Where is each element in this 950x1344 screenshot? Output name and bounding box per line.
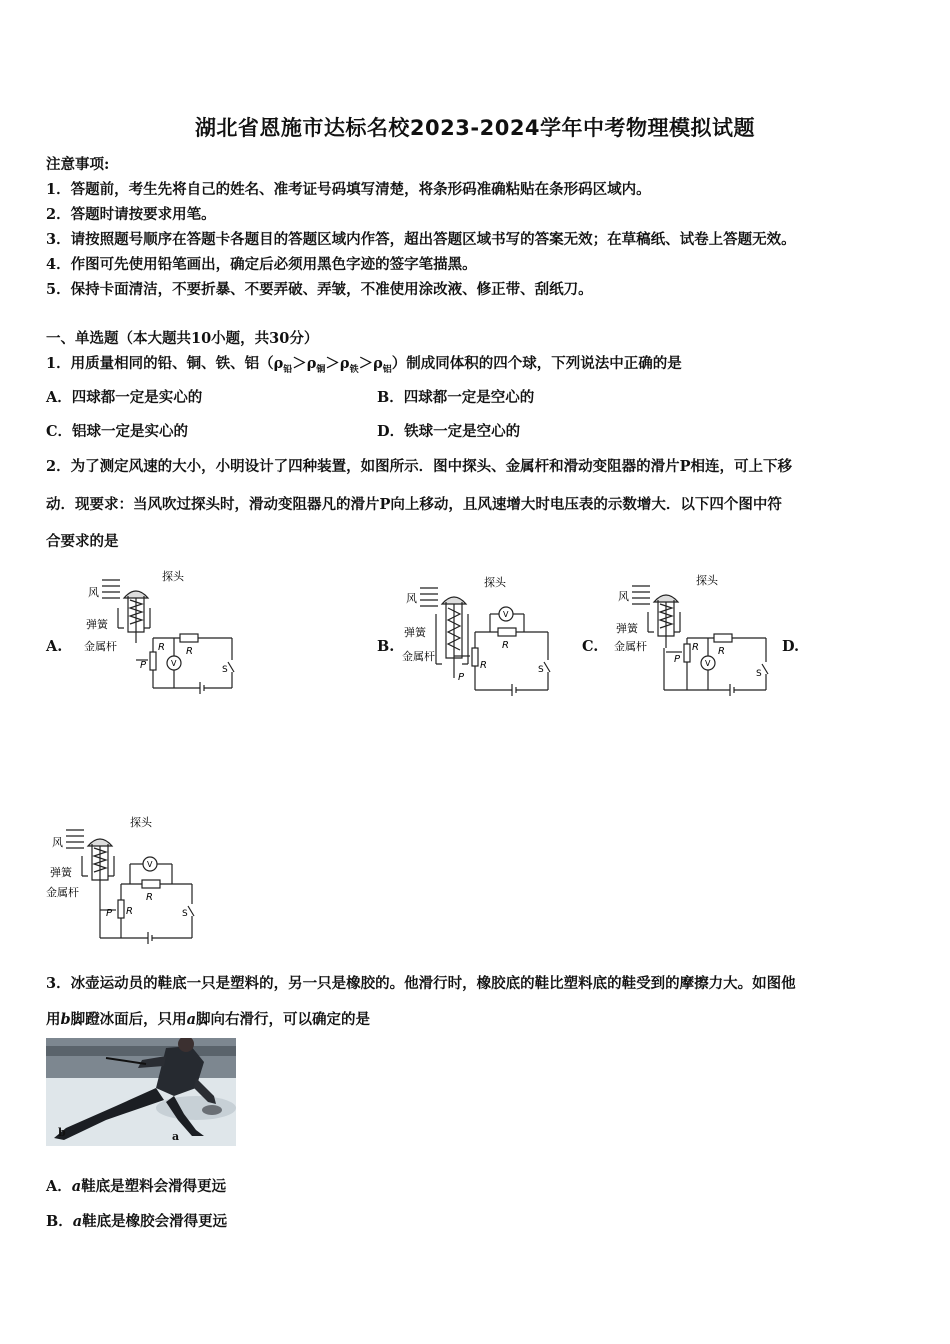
svg-text:P: P	[106, 908, 113, 919]
q1-option-d[interactable]: D．铁球一定是空心的	[377, 423, 521, 440]
svg-text:探头: 探头	[484, 576, 506, 589]
q3-option-b[interactable]: B．a鞋底是橡胶会滑得更远	[46, 1213, 228, 1230]
wind-arrows-icon	[420, 588, 438, 606]
svg-text:弹簧: 弹簧	[50, 866, 72, 879]
svg-text:R: R	[502, 640, 509, 651]
q2-figure-b	[402, 568, 562, 704]
svg-text:金属杆: 金属杆	[46, 886, 79, 899]
svg-text:金属杆: 金属杆	[84, 640, 117, 653]
svg-text:金属杆: 金属杆	[402, 650, 435, 663]
question-2-line: 2．为了测定风速的大小，小明设计了四种装置，如图所示．图中探头、金属杆和滑动变阻器的滑片P相连，可上下移	[46, 458, 792, 475]
svg-text:S: S	[222, 665, 228, 675]
q1-option-c[interactable]: C．铝球一定是实心的	[46, 423, 189, 440]
question-2-line: 动．现要求：当风吹过探头时，滑动变阻器凡的滑片P向上移动，且风速增大时电压表的示数增大．以下四个图中符	[46, 496, 782, 513]
resistor-r1	[714, 634, 732, 642]
svg-text:S: S	[538, 665, 544, 675]
wind-arrows-icon	[66, 830, 84, 848]
resistor-r1	[498, 628, 516, 636]
resistor-r1	[180, 634, 198, 642]
svg-text:弹簧: 弹簧	[616, 622, 638, 635]
wind-arrows-icon	[632, 586, 650, 604]
resistor-r2	[684, 644, 690, 662]
svg-text:风: 风	[52, 836, 63, 849]
svg-text:R: R	[692, 642, 699, 653]
q2-option-d[interactable]: D.	[782, 638, 800, 655]
q2-figure-d	[46, 812, 206, 946]
q2-option-c[interactable]: C.	[582, 638, 599, 655]
q2-option-a[interactable]: A.	[46, 638, 63, 655]
notice-heading: 注意事项:	[46, 156, 110, 173]
photo-label-b: b	[58, 1126, 66, 1139]
q1-option-a[interactable]: A．四球都一定是实心的	[46, 389, 203, 406]
q2-figure-a	[84, 568, 244, 704]
svg-text:S: S	[182, 909, 188, 919]
switch-icon	[544, 662, 550, 672]
svg-text:金属杆: 金属杆	[614, 640, 647, 653]
switch-icon	[188, 906, 194, 916]
svg-text:弹簧: 弹簧	[404, 626, 426, 639]
svg-text:探头: 探头	[696, 574, 718, 587]
svg-text:弹簧: 弹簧	[86, 618, 108, 631]
q1-option-b[interactable]: B．四球都一定是空心的	[377, 389, 535, 406]
section-heading: 一、单选题（本大题共10小题，共30分）	[46, 330, 319, 347]
notice-item: 4．作图可先使用铅笔画出，确定后必须用黑色字迹的签字笔描黑。	[46, 256, 477, 273]
svg-text:R: R	[146, 892, 153, 903]
svg-text:V: V	[503, 610, 509, 619]
resistor-r2	[118, 900, 124, 918]
q3-option-a[interactable]: A．a鞋底是塑料会滑得更远	[46, 1178, 227, 1195]
notice-item: 1．答题前，考生先将自己的姓名、准考证号码填写清楚，将条形码准确粘贴在条形码区域内。	[46, 181, 651, 198]
wind-arrows-icon	[102, 580, 120, 598]
svg-text:风: 风	[406, 592, 417, 605]
svg-text:V: V	[171, 659, 177, 668]
notice-item: 5．保持卡面清洁，不要折暴、不要弄破、弄皱，不准使用涂改液、修正带、刮纸刀。	[46, 281, 593, 298]
svg-text:R: R	[480, 660, 487, 671]
svg-text:探头: 探头	[130, 816, 152, 829]
svg-text:P: P	[140, 660, 147, 671]
svg-text:R: R	[186, 646, 193, 657]
question-1-stem: 1．用质量相同的铅、铜、铁、铝$(\rho_铅>\rho_铜>\rho_铁>\rho_铝)$制成同体积的四个球，下列说法中正确的是	[46, 355, 682, 375]
svg-text:探头: 探头	[162, 570, 184, 583]
svg-text:风: 风	[618, 590, 629, 603]
switch-icon	[762, 664, 768, 674]
svg-text:P: P	[458, 672, 465, 683]
svg-text:风: 风	[88, 586, 99, 599]
notice-item: 3．请按照题号顺序在答题卡各题目的答题区域内作答，超出答题区域书写的答案无效；在草稿纸、试卷上答题无效。	[46, 231, 796, 248]
q2-option-b[interactable]: B.	[377, 638, 395, 655]
page-title: 湖北省恩施市达标名校2023-2024学年中考物理模拟试题	[194, 116, 756, 140]
svg-text:R: R	[158, 642, 165, 653]
question-3-line: 3．冰壶运动员的鞋底一只是塑料的，另一只是橡胶的。他滑行时，橡胶底的鞋比塑料底的鞋受到的摩擦力大。如图他	[46, 975, 796, 992]
svg-text:R: R	[126, 906, 133, 917]
resistor-r2	[150, 652, 156, 670]
question-3-line: 用b脚蹬冰面后，只用a脚向右滑行，可以确定的是	[46, 1011, 371, 1028]
svg-text:V: V	[705, 659, 711, 668]
svg-text:P: P	[674, 654, 681, 665]
photo-label-a: a	[172, 1130, 180, 1143]
resistor-r2	[472, 648, 478, 666]
svg-text:R: R	[718, 646, 725, 657]
curling-photo	[46, 1038, 236, 1146]
notice-item: 2．答题时请按要求用笔。	[46, 206, 216, 223]
q2-figure-c	[614, 570, 774, 704]
svg-text:V: V	[147, 860, 153, 869]
svg-text:S: S	[756, 669, 762, 679]
switch-icon	[228, 662, 234, 672]
resistor-r1	[142, 880, 160, 888]
question-2-line: 合要求的是	[46, 533, 119, 550]
